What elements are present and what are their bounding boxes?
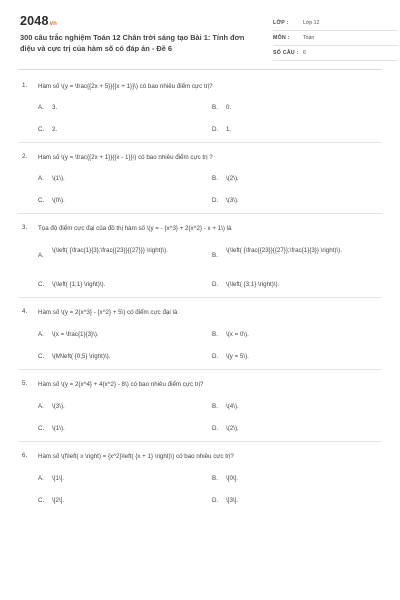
question-number: 3.: [22, 224, 28, 231]
option-text: \(1\).: [52, 425, 65, 432]
meta-label-subject: MÔN :: [273, 35, 290, 41]
site-logo[interactable]: [20, 14, 57, 28]
option-text: \(\left( {3;1} \right)\).: [226, 281, 280, 288]
option-letter: A.: [38, 175, 44, 182]
option-text: \[3\].: [226, 497, 239, 504]
question-divider: [18, 369, 382, 370]
option-letter: C.: [38, 126, 45, 133]
logo-text: 2048: [20, 14, 49, 28]
meta-value-subject: Toán: [303, 35, 315, 41]
question-divider: [18, 213, 382, 214]
option-text: 0.: [226, 104, 232, 111]
option-text: \(3\).: [52, 403, 65, 410]
option-letter: B.: [212, 252, 218, 259]
meta-row-count: [273, 46, 398, 61]
option-text: \(\left( {\frac{1}{3};\frac{{23}}{{27}}} \right)\).: [52, 247, 168, 254]
option-letter: D.: [212, 497, 219, 504]
option-text: \[1\].: [52, 475, 65, 482]
option-text: \[2\].: [52, 497, 65, 504]
option-text: \(x = \frac{1}{3}\).: [52, 331, 99, 338]
option-letter: C.: [38, 353, 45, 360]
document-meta: [273, 16, 398, 61]
question-text: Hàm số \(y = 2{x^4} + 4{x^2} - 8\) có bao nhiêu điểm cực trị?: [38, 381, 204, 388]
option-letter: D.: [212, 126, 219, 133]
option-letter: A.: [38, 252, 44, 259]
option-letter: B.: [212, 175, 218, 182]
question-divider: [18, 297, 382, 298]
option-text: \(\left( {1;1} \right)\).: [52, 281, 106, 288]
meta-label-class: LỚP :: [273, 20, 289, 26]
option-text: \(0\).: [52, 197, 65, 204]
meta-label-count: SỐ CÂU :: [273, 50, 299, 56]
option-letter: A.: [38, 403, 44, 410]
option-text: \(y = 5\).: [226, 353, 249, 360]
question-text: Tọa độ điểm cực đại của đồ thị hàm số \(y = - {x^3} + 2{x^2} - x + 1\) là: [38, 225, 232, 232]
option-letter: D.: [212, 353, 219, 360]
option-text: \(M\left( {0;5} \right)\).: [52, 353, 111, 360]
question-divider: [18, 142, 382, 143]
meta-value-count: 6: [303, 50, 306, 56]
option-text: \[0\].: [226, 475, 239, 482]
option-text: \(\left( {\frac{{23}}{{27}};\frac{1}{3}} \right)\).: [226, 247, 342, 254]
option-text: \(2\).: [226, 175, 239, 182]
option-text: \(x = 0\).: [226, 331, 249, 338]
option-letter: D.: [212, 197, 219, 204]
logo-suffix: vn: [49, 21, 58, 27]
question-number: 4.: [22, 308, 28, 315]
question-text: Hàm số \(y = 2{x^3} - {x^2} + 5\) có điểm cực đại là: [38, 309, 178, 316]
option-text: 3.: [52, 104, 58, 111]
option-text: \(2\).: [226, 425, 239, 432]
option-letter: D.: [212, 281, 219, 288]
question-number: 5.: [22, 380, 28, 387]
option-letter: C.: [38, 197, 45, 204]
question-text: Hàm số \(y = \frac{{2x + 1}}{{x - 1}}\) có bao nhiêu điểm cực trị ?: [38, 154, 213, 161]
option-text: \(1\).: [52, 175, 65, 182]
option-letter: A.: [38, 331, 44, 338]
option-text: 2.: [52, 126, 58, 133]
meta-row-subject: [273, 31, 398, 46]
question-number: 2.: [22, 153, 28, 160]
question-number: 6.: [22, 452, 28, 459]
question-number: 1.: [22, 82, 28, 89]
header-divider: [18, 69, 382, 70]
option-letter: A.: [38, 104, 44, 111]
option-letter: B.: [212, 403, 218, 410]
document-title: 300 câu trắc nghiệm Toán 12 Chân trời sáng tạo Bài 1: Tính đơn điệu và cực trị của hàm số có đáp án - Đề 6: [20, 33, 245, 53]
option-text: \(3\).: [226, 197, 239, 204]
option-letter: D.: [212, 425, 219, 432]
option-text: 1.: [226, 126, 232, 133]
question-text: Hàm số \(f\left( x \right) = {x^2}\left( {x + 1} \right)\) có bao nhiêu cực trị?: [38, 453, 234, 460]
document-header: [20, 14, 380, 60]
option-letter: B.: [212, 104, 218, 111]
option-letter: B.: [212, 331, 218, 338]
option-letter: C.: [38, 425, 45, 432]
option-letter: C.: [38, 281, 45, 288]
question-divider: [18, 441, 382, 442]
option-letter: A.: [38, 475, 44, 482]
option-text: \(4\).: [226, 403, 239, 410]
meta-row-class: [273, 16, 398, 31]
question-text: Hàm số \(y = \frac{{2x + 5}}{{x + 1}}\) có bao nhiêu điểm cực trị?: [38, 83, 213, 90]
option-letter: B.: [212, 475, 218, 482]
meta-value-class: Lớp 12: [303, 20, 320, 26]
option-letter: C.: [38, 497, 45, 504]
